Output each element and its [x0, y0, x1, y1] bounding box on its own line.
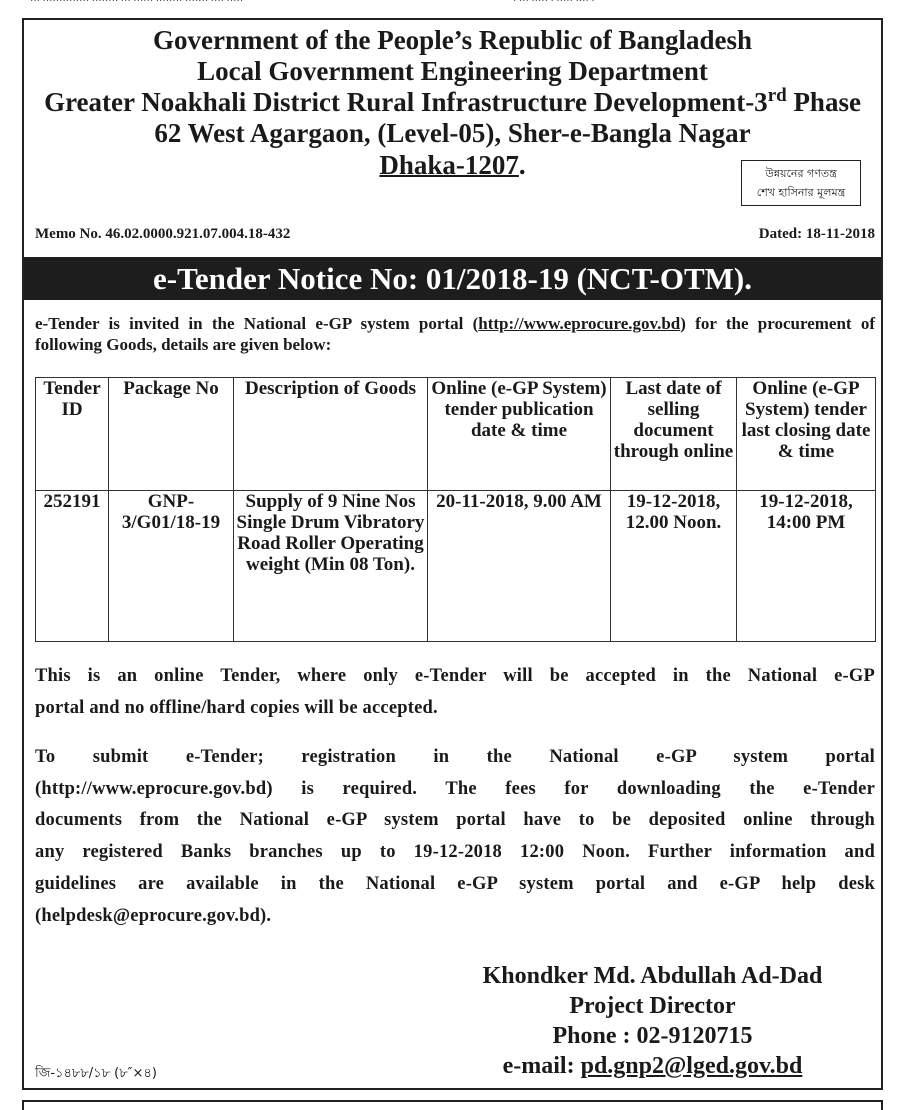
- header-project-main: Greater Noakhali District Rural Infrastructure Development-3: [44, 87, 768, 117]
- para2-line-2: (http://www.eprocure.gov.bd) is required. The fees for downloading the e-Tender: [35, 778, 875, 799]
- cell-package-no: GNP-3/G01/18-19: [109, 491, 234, 642]
- ad-code: জি-১৪৮৮/১৮ (৮″×৪): [35, 1066, 157, 1081]
- para2-line-3: documents from the National e-GP system portal have to be deposited online through: [35, 810, 875, 831]
- next-notice-border: [22, 1100, 883, 1110]
- online-tender-paragraph: [35, 661, 875, 724]
- cell-last-selling-date: 19-12-2018, 12.00 Noon.: [611, 491, 737, 642]
- header-project-sup: rd: [767, 85, 787, 106]
- col-header-tender-id: Tender ID: [36, 378, 109, 491]
- cell-tender-id: 252191: [36, 491, 109, 642]
- table-header-row: [36, 378, 876, 491]
- intro-post: ) for the procurement of following Goods, details are given below:: [35, 314, 875, 354]
- signatory-email: [430, 1051, 875, 1081]
- top-cut-text-left: ··· ·············· ········ ··· ······ ········ ······· ···· ·····: [30, 0, 244, 7]
- tender-table: [35, 377, 876, 642]
- memo-date: Dated: 18-11-2018: [758, 226, 875, 242]
- registration-paragraph: [35, 742, 875, 932]
- para1-line-2: portal and no offline/hard copies will be accepted.: [35, 697, 438, 718]
- col-header-closing-date: Online (e-GP System) tender last closing date & time: [737, 378, 876, 491]
- signatory-phone: Phone : 02-9120715: [552, 1023, 753, 1049]
- cell-publication-date: 20-11-2018, 9.00 AM: [428, 491, 611, 642]
- notice-title: e-Tender Notice No: 01/2018-19 (NCT-OTM).: [24, 257, 881, 300]
- para1-line-1: This is an online Tender, where only e-Tender will be accepted in the National e-GP: [35, 666, 875, 686]
- col-header-last-selling-date: Last date of selling document through online: [611, 378, 737, 491]
- header-city-name: Dhaka-1207: [379, 150, 519, 180]
- signatory-title: Project Director: [569, 993, 736, 1019]
- header-project-tail: Phase: [786, 87, 861, 117]
- email-link[interactable]: pd.gnp2@lged.gov.bd: [580, 1053, 803, 1079]
- col-header-package-no: Package No: [109, 378, 234, 491]
- header-department: Local Government Engineering Department: [197, 56, 708, 86]
- slogan-badge: [741, 160, 861, 206]
- signatory-name: Khondker Md. Abdullah Ad-Dad: [482, 963, 823, 989]
- para2-line-5: guidelines are available in the National e-GP system portal and e-GP help desk: [35, 873, 875, 894]
- intro-pre: e-Tender is invited in the National e-GP system portal (: [35, 314, 479, 333]
- header-project: [24, 87, 881, 117]
- portal-link[interactable]: http://www.eprocure.gov.bd: [478, 314, 681, 333]
- para2-line-4: any registered Banks branches up to 19-12-2018 12:00 Noon. Further information and: [35, 842, 875, 863]
- email-label: e-mail:: [502, 1053, 581, 1079]
- top-cut-strip: [0, 0, 897, 10]
- para2-line-6: (helpdesk@eprocure.gov.bd).: [35, 905, 272, 926]
- header-city-dot: .: [518, 150, 526, 180]
- col-header-publication-date: Online (e-GP System) tender publication date & time: [428, 378, 611, 491]
- slogan-line-2: শেখ হাসিনার মূলমন্ত্র: [756, 186, 846, 199]
- cell-closing-date: 19-12-2018, 14:00 PM: [737, 491, 876, 642]
- para2-line-1: To submit e-Tender; registration in the National e-GP system portal: [35, 747, 875, 767]
- intro-paragraph: [35, 313, 875, 355]
- slogan-line-1: উন্নয়নের গণতন্ত্র: [765, 167, 837, 180]
- table-row: [36, 491, 876, 642]
- memo-number: Memo No. 46.02.0000.921.07.004.18-432: [35, 226, 291, 242]
- header-address: 62 West Agargaon, (Level-05), Sher-e-Bangla Nagar: [154, 118, 751, 148]
- top-cut-text-right: · ··· ····· · ····· ···· ·: [513, 0, 595, 7]
- col-header-description: Description of Goods: [234, 378, 428, 491]
- cell-description: Supply of 9 Nine Nos Single Drum Vibratory Road Roller Operating weight (Min 08 Ton).: [234, 491, 428, 642]
- header-government: Government of the People’s Republic of Bangladesh: [153, 25, 752, 55]
